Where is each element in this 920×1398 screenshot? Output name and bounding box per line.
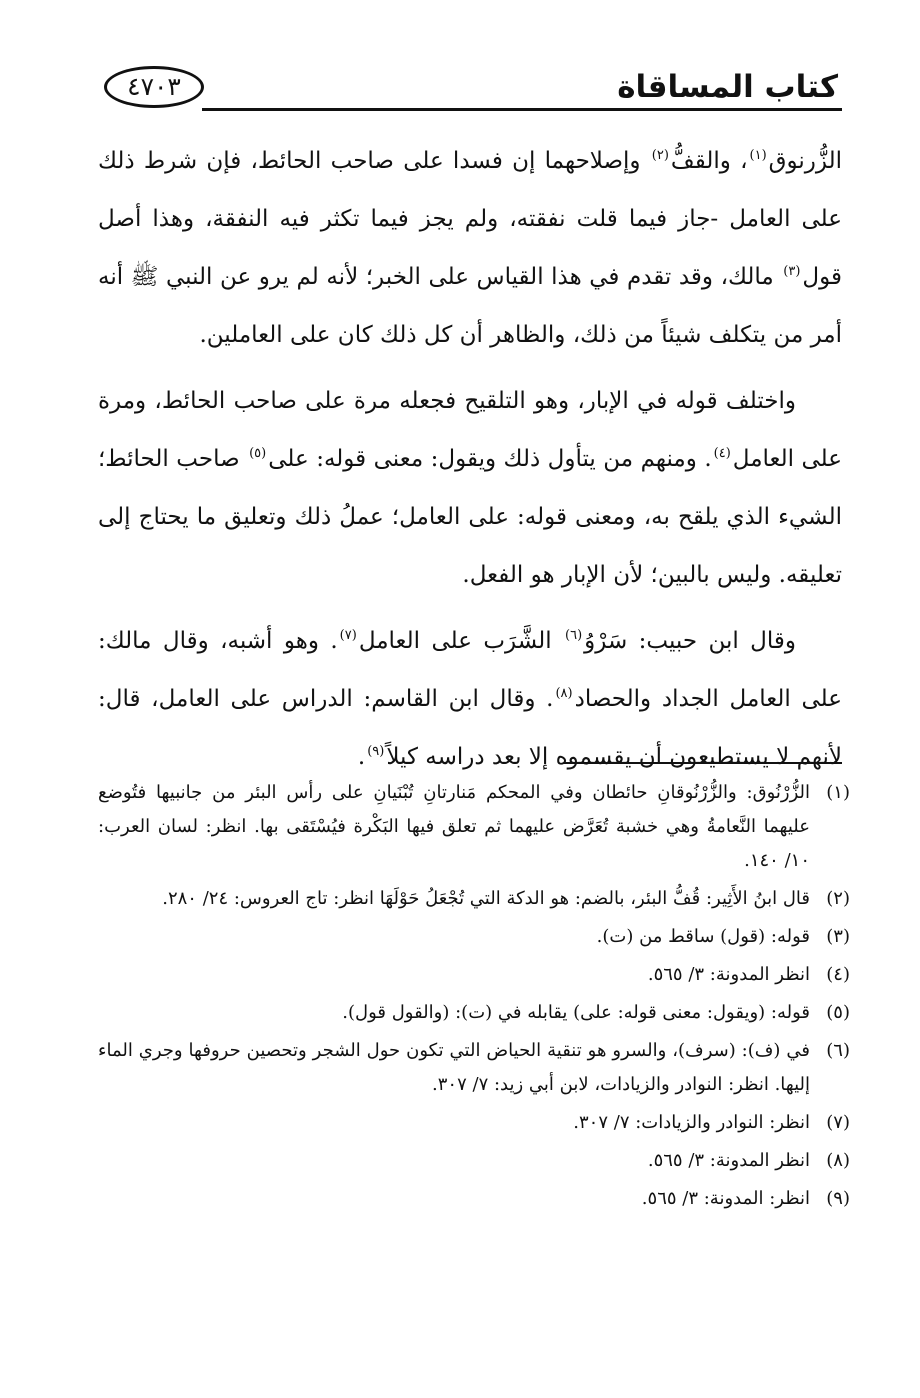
paragraph-3: [98, 612, 842, 786]
footnote-number: (١): [826, 782, 850, 803]
footnote-text: انظر المدونة: ٣/ ٥٦٥.: [647, 1150, 810, 1171]
text-span: الزُّرنوق: [768, 148, 842, 174]
text-span: ، والقفُّ: [670, 148, 748, 174]
footnote-number: (٤): [826, 964, 850, 985]
footnote-number: (٧): [826, 1112, 850, 1133]
footnote-ref-6[interactable]: (٦): [565, 628, 583, 644]
footnote-text: قوله: (قول) ساقط من (ت).: [596, 926, 810, 947]
text-span: وقال ابن حبيب: سَرْوُ: [584, 628, 796, 654]
footnote: [98, 882, 850, 916]
footnote-ref-5[interactable]: (٥): [249, 446, 267, 462]
text-span: مالك، وقد تقدم في هذا القياس على الخبر؛ لأنه لم يرو عن النبي ﷺ أنه أمر من يتكلف شيئاً من ذلك، والظاهر أن كل ذلك كان على العاملين.: [98, 264, 842, 348]
footnote: [98, 920, 850, 954]
footnote-number: (٥): [826, 1002, 850, 1023]
footnote: [98, 1034, 850, 1102]
footnote-number: (٣): [826, 926, 850, 947]
footnote-text: قال ابنُ الأَثِير: قُفُّ البئر، بالضم: هو الدكة التي تُجْعَلُ حَوْلَهَا انظر: تاج العروس: ٢٤/ ٢٨٠.: [162, 888, 810, 909]
page-header: [98, 62, 842, 112]
footnote-ref-3[interactable]: (٣): [783, 264, 801, 280]
footnote: [98, 1106, 850, 1140]
footnote-ref-2[interactable]: (٢): [651, 148, 669, 164]
main-text: [98, 132, 842, 794]
footnote-ref-1[interactable]: (١): [749, 148, 767, 164]
footnote-number: (٨): [826, 1150, 850, 1171]
footnote-ref-8[interactable]: (٨): [555, 686, 573, 702]
text-span: .: [357, 744, 366, 770]
footnote: [98, 1182, 850, 1216]
footnote-text: قوله: (ويقول: معنى قوله: على) يقابله في (ت): (والقول قول).: [342, 1002, 810, 1023]
footnote-ref-9[interactable]: (٩): [367, 744, 385, 760]
running-title: كتاب المساقاة: [617, 69, 838, 105]
footnote: [98, 958, 850, 992]
footnote: [98, 1144, 850, 1178]
footnote-text: انظر: المدونة: ٣/ ٥٦٥.: [641, 1188, 810, 1209]
footnote-number: (٩): [826, 1188, 850, 1209]
footnote-text: انظر المدونة: ٣/ ٥٦٥.: [647, 964, 810, 985]
text-span: واختلف قوله في الإبار، وهو التلقيح فجعله مرة على صاحب الحائط، ومرة على العامل: [98, 388, 842, 472]
text-span: . ومنهم من يتأول ذلك ويقول: معنى قوله: على: [268, 446, 712, 472]
header-rule: [202, 108, 842, 111]
footnote-text: في (ف): (سرف)، والسرو هو تنقية الحياض التي تكون حول الشجر وتحصين حروفها وجري الماء إليها. انظر: النوادر والزيادات، لابن أبي زيد: ٧/ ٣٠٧.: [98, 1040, 810, 1095]
text-span: صاحب الحائط؛ الشيء الذي يلقح به، ومعنى قوله: على العامل؛ عملُ ذلك وتعليق ما يحتاج إلى تعليقه. وليس بالبين؛ لأن الإبار هو الفعل.: [98, 446, 842, 588]
paragraph-2: [98, 372, 842, 604]
footnote-rule: [564, 762, 842, 764]
page-number: ٤٧٠٣: [104, 66, 204, 108]
footnote-text: الزُّرْنُوق: والزُّرْنُوقانِ حائطان وفي المحكم مَنارتانِ تُبْنَيانِ على رأس البئر من جانبيها فتُوضع عليهما النَّعامةُ وهي خشبة تُعَرَّض عليهما ثم تعلق فيها البَكْرة فيُسْتَقى بها. انظر: لسان العرب: ١٠/ ١٤٠.: [98, 782, 810, 871]
footnote-ref-7[interactable]: (٧): [339, 628, 357, 644]
footnote-ref-4[interactable]: (٤): [713, 446, 731, 462]
text-span: . وهو أشبه، وقال مالك: على العامل الجداد والحصاد: [98, 628, 842, 712]
footnote-text: انظر: النوادر والزيادات: ٧/ ٣٠٧.: [573, 1112, 810, 1133]
footnotes: [98, 776, 850, 1220]
footnote: [98, 776, 850, 878]
footnote-number: (٢): [826, 888, 850, 909]
text-span: الشَّرَب على العامل: [358, 628, 564, 654]
footnote: [98, 996, 850, 1030]
text-span: وإصلاحهما إن فسدا على صاحب الحائط، فإن شرط ذلك على العامل -جاز فيما قلت نفقته، ولم يجز فيما تكثر فيه النفقة، وهذا أصل قول: [98, 148, 842, 290]
text-span: . وقال ابن القاسم: الدراس على العامل، قال: لأنهم لا يستطيعون أن يقسموه إلا بعد دراسه كيلاً: [98, 686, 842, 770]
footnote-number: (٦): [826, 1040, 850, 1061]
paragraph-1: [98, 132, 842, 364]
